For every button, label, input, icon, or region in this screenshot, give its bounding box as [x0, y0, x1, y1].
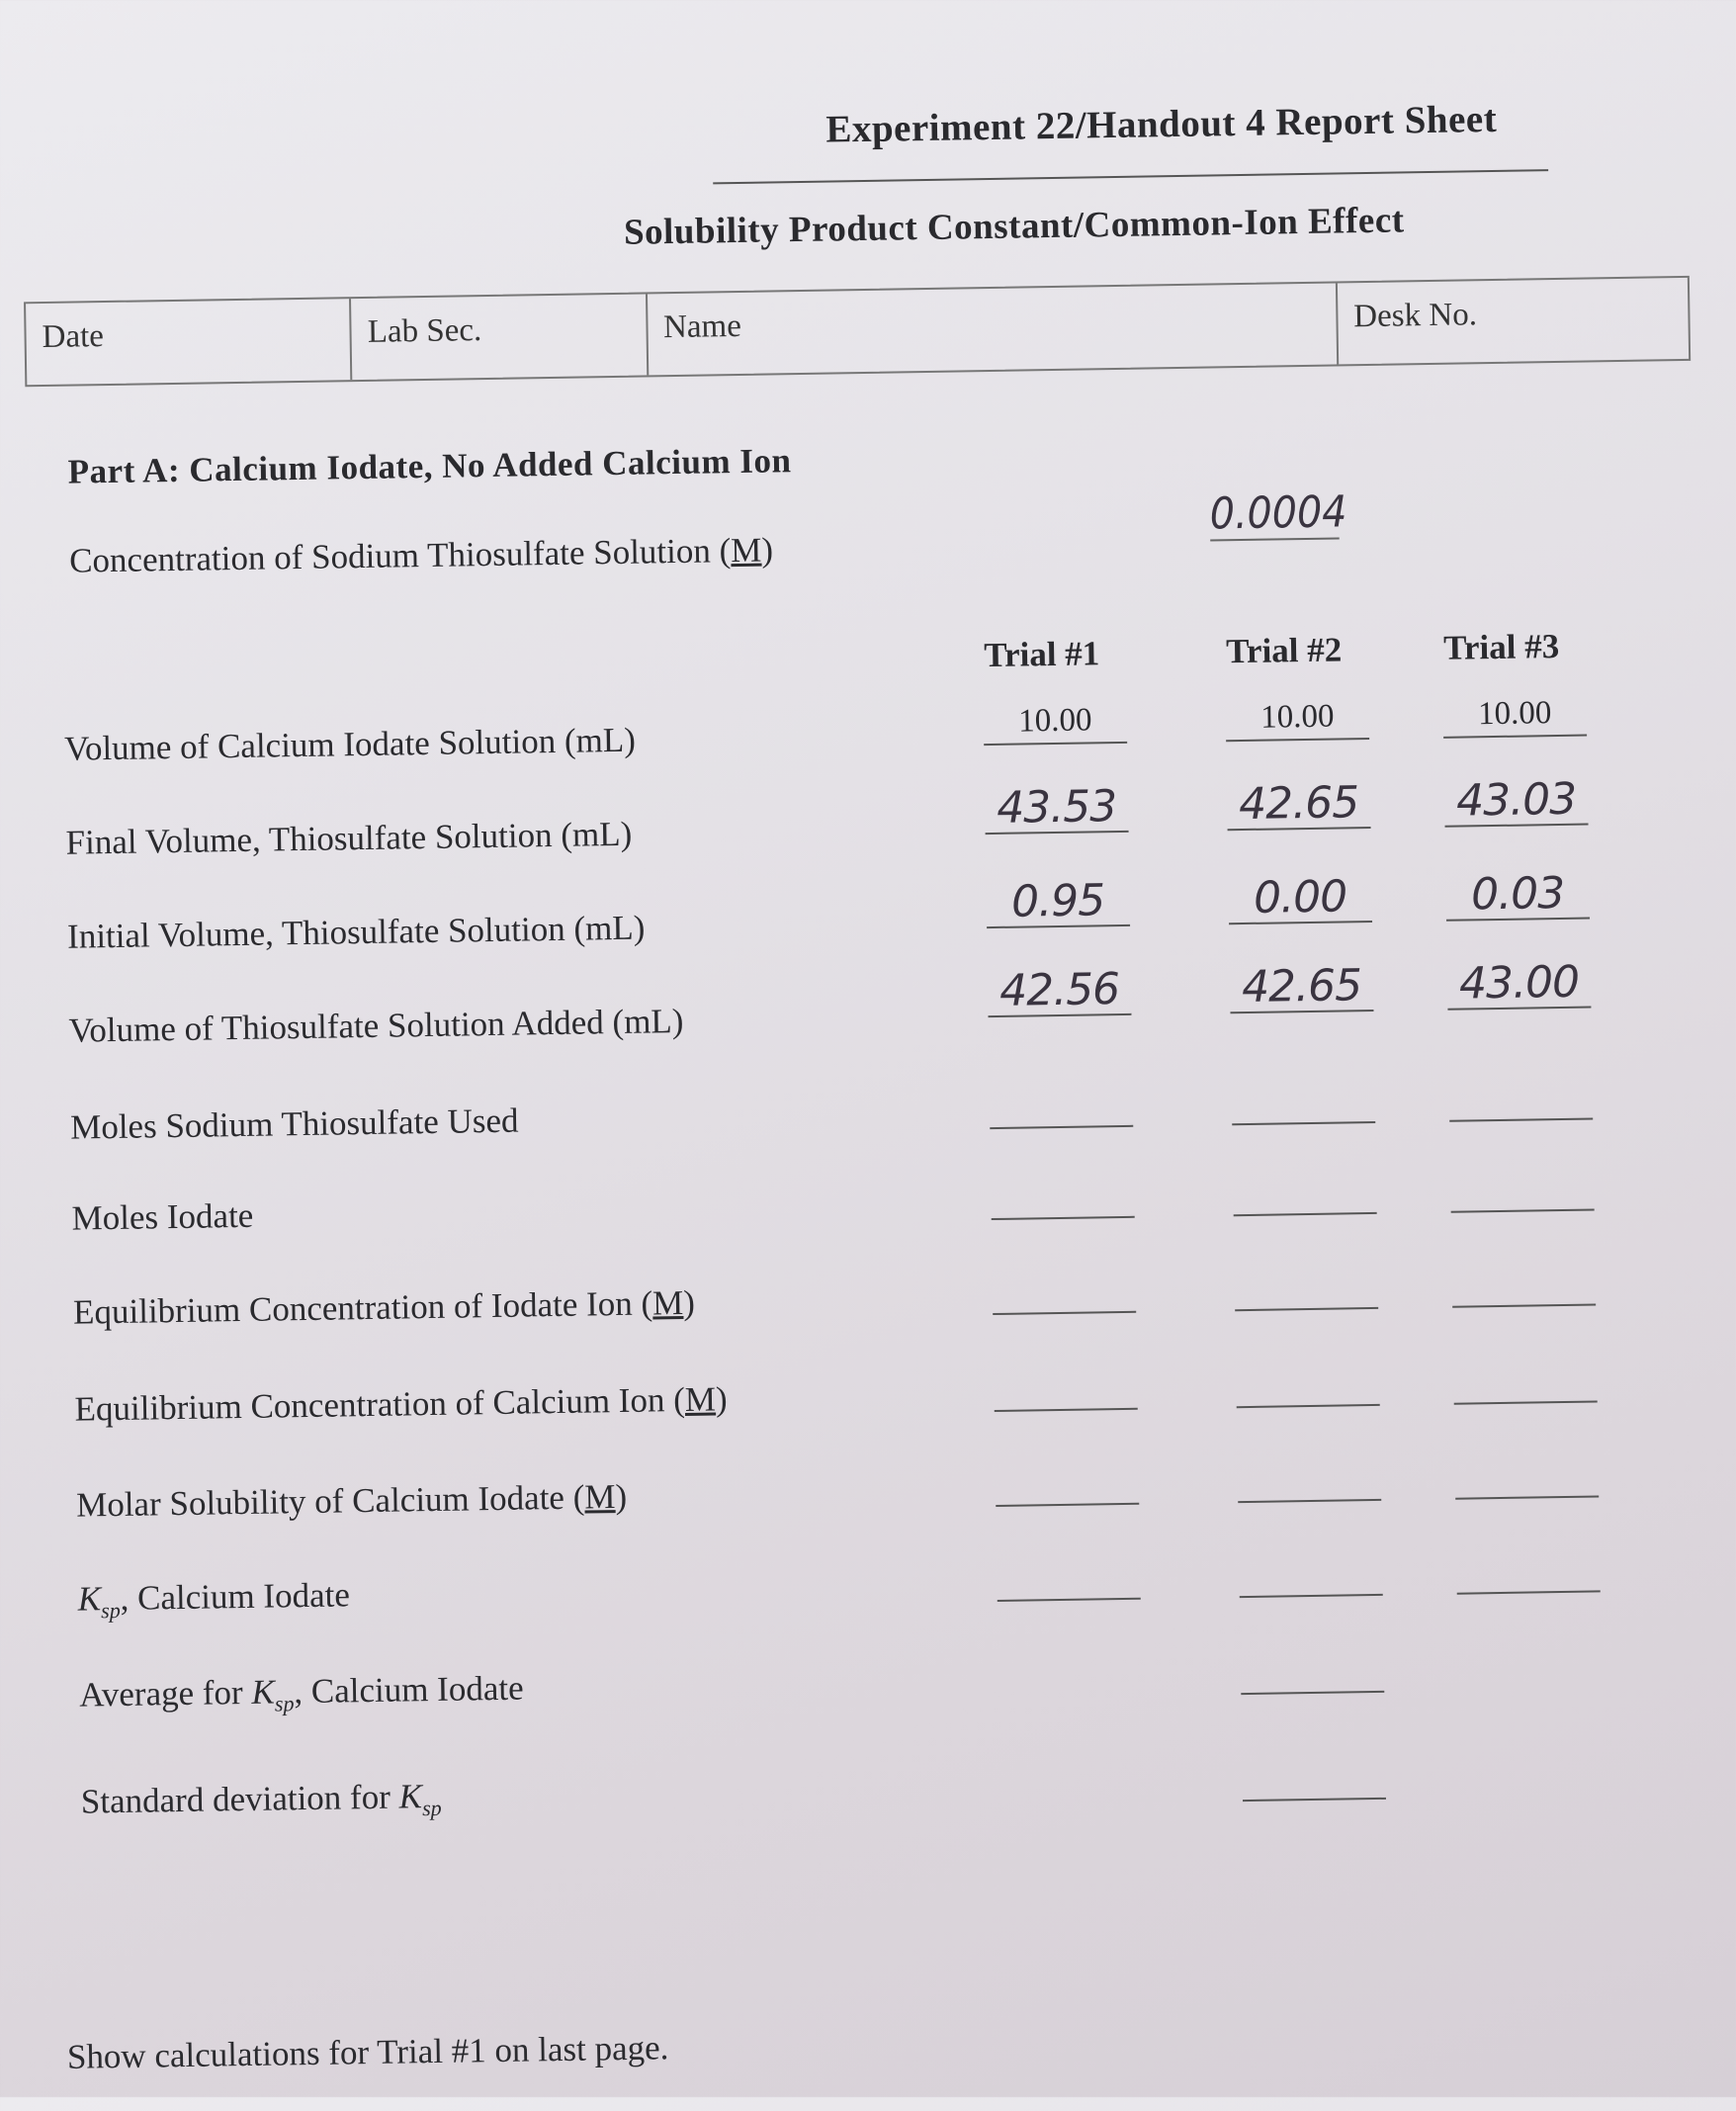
- row-label-molar-solubility: Molar Solubility of Calcium Iodate (M): [75, 1476, 628, 1525]
- trial-1-header: Trial #1: [983, 634, 1100, 675]
- page-subtitle: Solubility Product Constant/Common-Ion Effect: [623, 200, 1405, 253]
- cell-volume-added-trial-3[interactable]: 43.00: [1447, 963, 1592, 1011]
- concentration-value[interactable]: 0.0004: [1209, 486, 1347, 540]
- trial-2-header: Trial #2: [1225, 630, 1343, 671]
- cell-initial-volume-trial-2[interactable]: 0.00: [1228, 877, 1372, 924]
- part-a-title: Part A: Calcium Iodate, No Added Calcium Ion: [67, 441, 792, 491]
- blank-eq-calcium-trial-2[interactable]: [1237, 1402, 1380, 1408]
- blank-moles-thiosulfate-trial-1[interactable]: [990, 1123, 1133, 1129]
- cell-initial-volume-trial-3[interactable]: 0.03: [1445, 874, 1590, 922]
- blank-ksp-trial-2[interactable]: [1240, 1592, 1383, 1598]
- row-label-eq-calcium: Equilibrium Concentration of Calcium Ion (M): [74, 1379, 728, 1429]
- blank-moles-thiosulfate-trial-3[interactable]: [1449, 1115, 1593, 1121]
- blank-average-ksp[interactable]: [1241, 1689, 1384, 1695]
- blank-moles-thiosulfate-trial-2[interactable]: [1232, 1119, 1375, 1125]
- row-label-volume-added: Volume of Thiosulfate Solution Added (mL): [68, 1001, 684, 1050]
- row-label-std-dev-ksp: Standard deviation for $K_{sp}$: [80, 1777, 442, 1821]
- blank-molar-solubility-trial-1[interactable]: [996, 1501, 1139, 1507]
- trial-3-header: Trial #3: [1442, 626, 1560, 667]
- cell-final-volume-trial-1[interactable]: 43.53: [985, 787, 1129, 835]
- cell-volume-added-trial-2[interactable]: 42.65: [1230, 966, 1374, 1013]
- title-rule: [713, 169, 1548, 184]
- blank-moles-iodate-trial-2[interactable]: [1234, 1210, 1377, 1216]
- row-label-moles-thiosulfate: Moles Sodium Thiosulfate Used: [69, 1100, 519, 1147]
- row-label-average-ksp: Average for $K_{sp}$, Calcium Iodate: [78, 1668, 524, 1716]
- page-title: Experiment 22/Handout 4 Report Sheet: [825, 97, 1498, 151]
- cell-volume-added-trial-1[interactable]: 42.56: [988, 970, 1132, 1017]
- cell-final-volume-trial-2[interactable]: 42.65: [1227, 783, 1371, 831]
- blank-eq-iodate-trial-1[interactable]: [993, 1309, 1136, 1315]
- cell-final-volume-trial-3[interactable]: 43.03: [1444, 780, 1589, 828]
- date-field[interactable]: Date: [26, 299, 352, 385]
- blank-ksp-trial-1[interactable]: [998, 1596, 1141, 1602]
- blank-molar-solubility-trial-3[interactable]: [1455, 1493, 1599, 1499]
- blank-eq-calcium-trial-1[interactable]: [995, 1406, 1138, 1412]
- blank-eq-iodate-trial-3[interactable]: [1452, 1301, 1596, 1307]
- cell-initial-volume-trial-1[interactable]: 0.95: [986, 881, 1130, 928]
- footer-note: Show calculations for Trial #1 on last page.: [66, 2028, 669, 2076]
- name-field[interactable]: Name: [648, 283, 1340, 375]
- row-label-moles-iodate: Moles Iodate: [71, 1195, 254, 1238]
- row-label-final-volume: Final Volume, Thiosulfate Solution (mL): [65, 814, 633, 862]
- blank-moles-iodate-trial-3[interactable]: [1451, 1206, 1595, 1212]
- row-label-volume-iodate: Volume of Calcium Iodate Solution (mL): [63, 720, 637, 768]
- row-label-ksp: $K_{sp}$, Calcium Iodate: [77, 1575, 351, 1624]
- cell-volume-iodate-trial-1[interactable]: 10.00: [983, 698, 1127, 746]
- desk-number-field[interactable]: Desk No.: [1352, 297, 1478, 335]
- row-label-eq-iodate: Equilibrium Concentration of Iodate Ion (M): [72, 1282, 696, 1332]
- blank-eq-calcium-trial-3[interactable]: [1454, 1398, 1598, 1404]
- blank-eq-iodate-trial-2[interactable]: [1235, 1305, 1378, 1311]
- lab-section-field[interactable]: Lab Sec.: [351, 294, 649, 380]
- row-label-initial-volume: Initial Volume, Thiosulfate Solution (mL): [66, 908, 646, 956]
- blank-molar-solubility-trial-2[interactable]: [1238, 1497, 1381, 1503]
- blank-moles-iodate-trial-1[interactable]: [992, 1214, 1135, 1220]
- cell-volume-iodate-trial-2[interactable]: 10.00: [1225, 694, 1369, 742]
- blank-std-dev-ksp[interactable]: [1243, 1796, 1386, 1802]
- blank-ksp-trial-3[interactable]: [1457, 1588, 1601, 1594]
- cell-volume-iodate-trial-3[interactable]: 10.00: [1442, 691, 1587, 739]
- header-fields-table: [24, 276, 1691, 387]
- concentration-label: Concentration of Sodium Thiosulfate Solution (M): [68, 530, 774, 580]
